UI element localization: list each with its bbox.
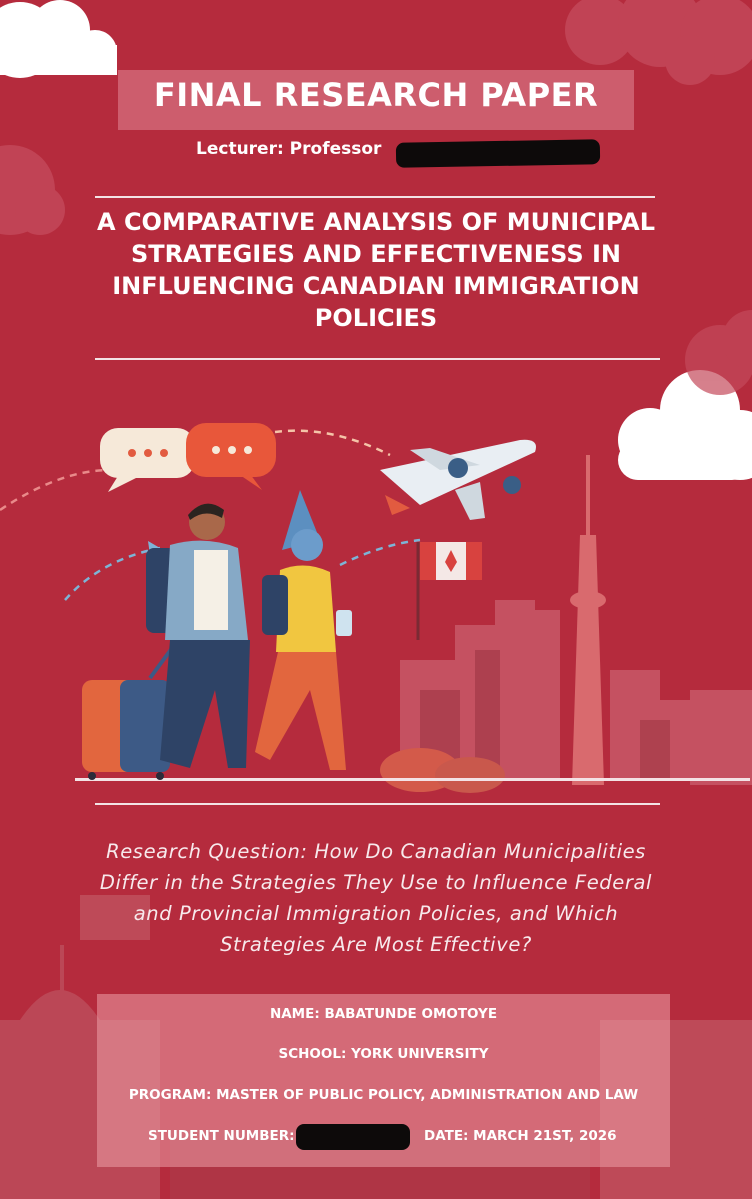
school-name: SCHOOL: YORK UNIVERSITY [278, 1046, 489, 1062]
cn-tower-icon [570, 455, 606, 785]
paper-title [40, 206, 712, 334]
airplane-icon [380, 440, 536, 520]
research-question-line: and Provincial Immigration Policies, and Which [133, 902, 619, 925]
paper-title-line: STRATEGIES AND EFFECTIVENESS IN [130, 240, 622, 268]
cloud-icon [0, 0, 117, 78]
lecturer-label: Lecturer: Professor [196, 139, 382, 159]
divider [95, 196, 655, 198]
paper-title-line: INFLUENCING CANADIAN IMMIGRATION [112, 272, 640, 300]
redaction-mark [296, 1124, 410, 1150]
research-question-line: Strategies Are Most Effective? [220, 933, 532, 956]
paper-title-line: A COMPARATIVE ANALYSIS OF MUNICIPAL [97, 208, 655, 236]
speech-bubble-icon [100, 428, 195, 492]
submission-date: DATE: MARCH 21ST, 2026 [424, 1128, 617, 1144]
student-name: NAME: BABATUNDE OMOTOYE [269, 1006, 498, 1022]
traveler-woman [255, 490, 352, 770]
page-title: FINAL RESEARCH PAPER [153, 76, 599, 114]
student-number-label: STUDENT NUMBER: [148, 1128, 295, 1144]
paper-title-line: POLICIES [314, 304, 438, 332]
divider [95, 803, 660, 805]
divider [95, 358, 660, 360]
program-name: PROGRAM: MASTER OF PUBLIC POLICY, ADMINISTRATION AND LAW [128, 1087, 639, 1103]
research-question [60, 836, 692, 960]
research-question-line: Research Question: How Do Canadian Municipalities [106, 840, 646, 863]
research-question-line: Differ in the Strategies They Use to Influence Federal [99, 871, 653, 894]
redaction-mark [396, 139, 600, 168]
speech-bubble-icon [186, 423, 276, 490]
